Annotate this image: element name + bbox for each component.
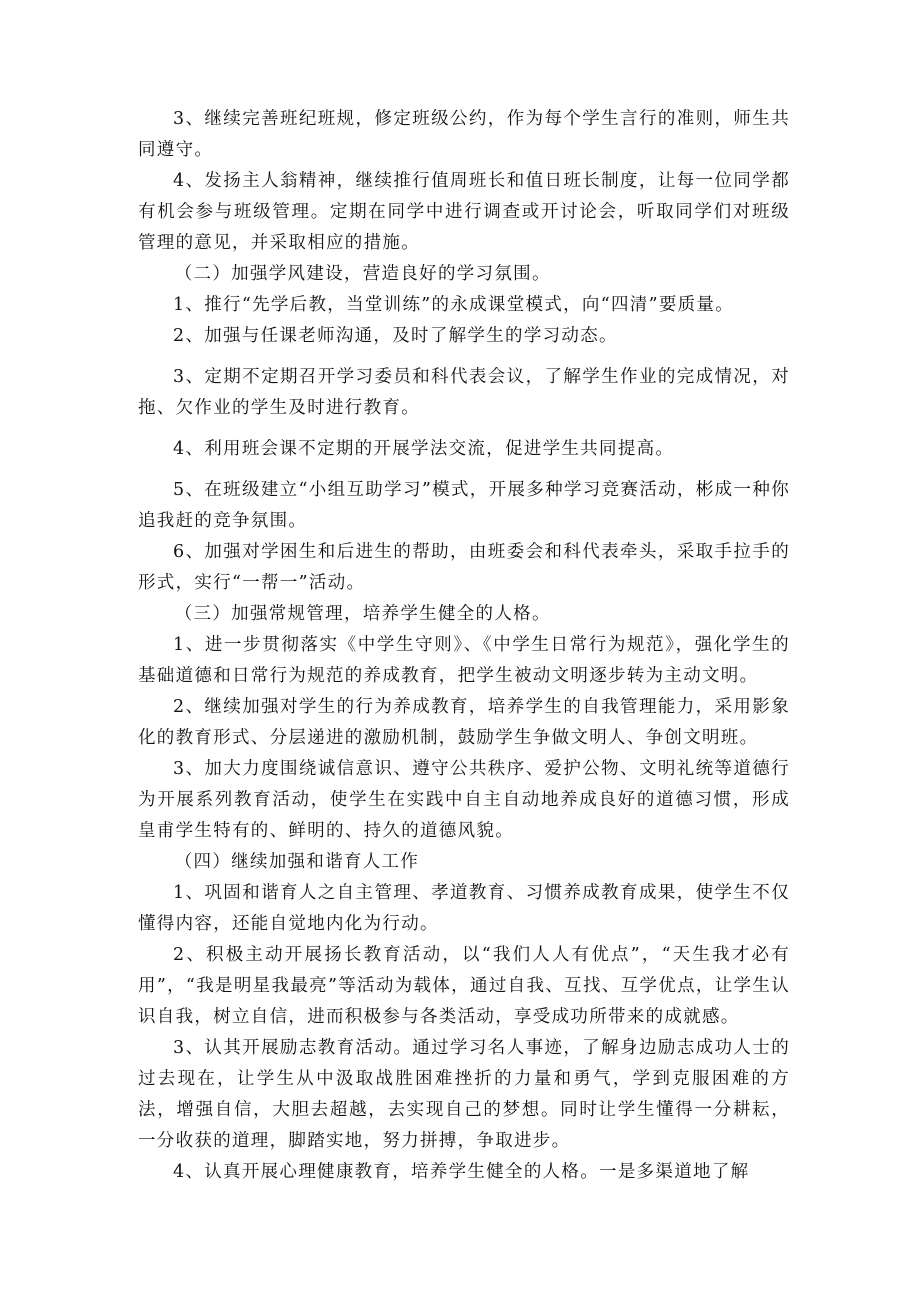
paragraph-group-study: 5、在班级建立“小组互助学习”模式，开展多种学习竞赛活动，彬成一种你追我赶的竞争氛围。 (138, 480, 790, 531)
paragraph-one-help-one: 6、加强对学困生和后进生的帮助，由班委会和科代表牵头，采取手拉手的形式，实行“一帮一”活动。 (138, 542, 790, 593)
paragraph-behavior-education: 2、继续加强对学生的行为养成教育，培养学生的自我管理能力，采用影象化的教育形式、分层递进的激励机制，鼓励学生争做文明人、争创文明班。 (138, 697, 790, 748)
section-heading-harmonious-education: （四）继续加强和谐育人工作 (174, 852, 420, 872)
paragraph-moral-activities: 3、加大力度围绕诚信意识、遵守公共秩序、爱护公物、文明礼统等道德行为开展系列教育活动，使学生在实践中自主自动地养成良好的道德习惯，形成皇甫学生特有的、鲜明的、持久的道德风貌。 (138, 759, 790, 841)
paragraph-strength-education: 2、积极主动开展扬长教育活动，以“我们人人有优点”，“天生我才必有用”，“我是明星我最亮”等活动为载体，通过自我、互找、互学优点，让学生认识自我，树立自信，进而积极参与各类活动，享受成功所带来的成就感。 (138, 945, 790, 1027)
paragraph-classroom-model: 1、推行“先学后教，当堂训练”的永成课堂模式，向“四清”要质量。 (173, 295, 735, 315)
paragraph-study-committee-meeting: 3、定期不定期召开学习委员和科代表会议，了解学生作业的完成情况，对拖、欠作业的学生及时进行教育。 (138, 367, 790, 418)
paragraph-class-rules: 3、继续完善班纪班规，修定班级公约，作为每个学生言行的准则，师生共同遵守。 (138, 109, 790, 160)
paragraph-class-monitor-system: 4、发扬主人翁精神，继续推行值周班长和值日班长制度，让每一位同学都有机会参与班级管理。定期在同学中进行调查或开讨论会，听取同学们对班级管理的意见，并采取相应的措施。 (138, 171, 790, 253)
section-heading-routine-management: （三）加强常规管理，培养学生健全的人格。 (174, 604, 551, 624)
section-heading-study-style: （二）加强学风建设，营造良好的学习氛围。 (174, 264, 551, 284)
paragraph-teacher-communication: 2、加强与任课老师沟通，及时了解学生的学习动态。 (173, 326, 618, 346)
paragraph-code-of-conduct: 1、进一步贯彻落实《中学生守则》、《中学生日常行为规范》，强化学生的基础道德和日常行为规范的养成教育，把学生被动文明逐步转为主动文明。 (138, 635, 790, 686)
document-body (138, 104, 790, 1188)
paragraph-inspirational-education: 3、认其开展励志教育活动。通过学习名人事迹，了解身边励志成功人士的过去现在，让学生从中汲取战胜困难挫折的力量和勇气，学到克服困难的方法，增强自信，大胆去超越，去实现自己的梦想。同时让学生懂得一分耕耘，一分收获的道理，脚踏实地，努力拼搏，争取进步。 (138, 1038, 790, 1151)
paragraph-consolidate-results: 1、巩固和谐育人之自主管理、孝道教育、习惯养成教育成果，使学生不仅懂得内容，还能自觉地内化为行动。 (138, 883, 790, 934)
paragraph-mental-health: 4、认真开展心理健康教育，培养学生健全的人格。一是多渠道地了解 (173, 1162, 750, 1182)
paragraph-study-method-exchange: 4、利用班会课不定期的开展学法交流，促进学生共同提高。 (173, 439, 675, 459)
